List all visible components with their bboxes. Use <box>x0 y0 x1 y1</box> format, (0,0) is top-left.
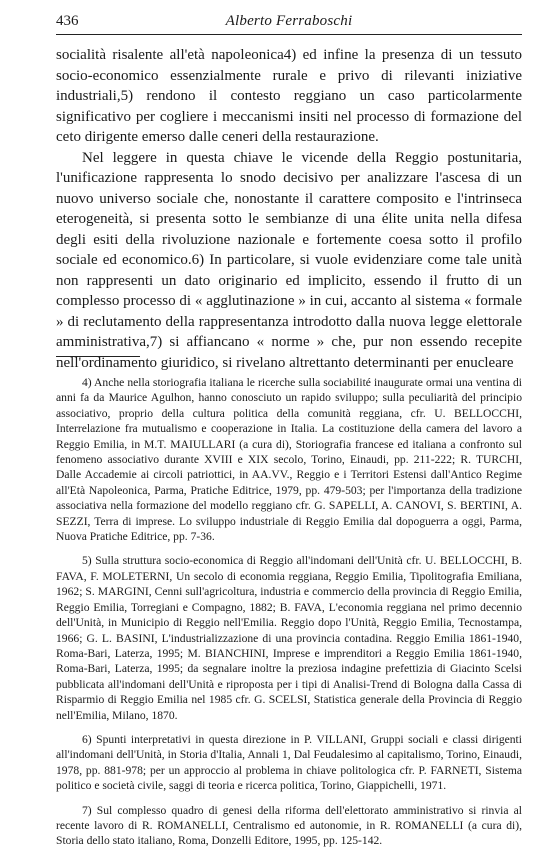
footnote <box>56 803 522 849</box>
paragraph: Nel leggere in questa chiave le vicende della Reggio postunitaria, l'unificazione rappresenta lo snodo decisivo per analizzare l'ascesa di un nuovo universo sociale che, nonostante il carattere composito e l'intrinseca eterogeneità, si presenta sotto le sembianze di una élite unita nella difesa degli esiti della rivoluzione nazionale e fortemente coesa sotto il profilo sociale ed economico.6) In particolare, si vuole evidenziare come tale unità non rappresenti un dato originario ed implicito, essendo il frutto di un complesso processo di « agglutinazione » in cui, accanto al sistema « formale » di reclutamento della rappresentanza introdotto dalla nuova legge elettorale amministrativa,7) si affiancano « norme » che, pur non essendo recepite nell'ordinamento giuridico, si rivelano altrettanto determinanti per enucleare <box>56 149 522 371</box>
footnote-text: 6) Spunti interpretativi in questa direzione in P. VILLANI, Gruppi sociali e classi dirigenti all'indomani dell'Unità, in Storia d'Italia, Annali 1, Dal Feudalesimo al capitalismo, Torino, Einaudi, 1978, pp. 881-978; per un approccio al problema in chiave politologica cfr. P. FARNETI, Sistema politico e società civile, saggi di teoria e ricerca politica, Torino, Giappichelli, 1971. <box>56 732 522 793</box>
page-number: 436 <box>56 13 79 29</box>
footnote <box>56 375 522 544</box>
footnote-text: 5) Sulla struttura socio-economica di Reggio all'indomani dell'Unità cfr. U. BELLOCCHI, B. FAVA, F. MOLETERNI, Un secolo di economia reggiana, Reggio Emilia, Tipolitografia Emiliana, 1962; S. MARGINI, Cenni sull'agricoltura, industria e commercio della provincia di Reggio Emilia, Reggio Emilia, Torregiani e Compagno, 1882; B. FAVA, L'economia reggiana nel primo decennio dell'Unità, in Municipio di Reggio nell'Emilia. Reggio dopo l'Unità, Reggio Emilia, Tecnostampa, 1966; G. L. BASINI, L'industrializzazione di una provincia contadina. Reggio Emilia 1861-1940, Roma-Bari, Laterza, 1995; M. BIANCHINI, Imprese e imprenditori a Reggio Emilia 1861-1940, Roma-Bari, Laterza, 1995; da segnalare inoltre la preziosa indagine prefettizia di Giacinto Scelsi pubblicata all'indomani dell'Unità e riproposta per i tipi di Analisi-Trend di Bologna dalla Cassa di Risparmio di Reggio Emilia nel 1985 cfr. G. SCELSI, Statistica generale della Provincia di Reggio nell'Emilia, Milano, 1870. <box>56 554 522 722</box>
main-text <box>56 45 522 373</box>
footnote <box>56 553 522 722</box>
page-header <box>56 12 522 35</box>
footnote-text: 4) Anche nella storiografia italiana le ricerche sulla sociabilité inaugurate ormai una ventina di anni fa da Maurice Agulhon, hanno conosciuto un rapido sviluppo; sulla peculiarità del principio associativo, proprio della cultura politica della comunità reggiana, cfr. U. BELLOCCHI, Interrelazione fra mutualismo e cooperazione in Italia. La costituzione della camera del lavoro a Reggio Emilia, in M.T. MAIULLARI (a cura di), Storiografia francese ed italiana a confronto sul fenomeno associativo durante XVIII e XIX secolo, Torino, Einaudi, pp. 211-222; R. TURCHI, Dalle Accademie ai circoli patriottici, in AA.VV., Reggio e i Territori Estensi dall'Antico Regime all'Età Napoleonica, Parma, Pratiche Editrice, 1979, pp. 479-503; per l'importanza della tradizione associativa nella formazione del modello reggiano cfr. G. SAPELLI, A. CANOVI, S. BERTINI, A. SEZZI, Terra di imprese. Lo sviluppo industriale di Reggio Emilia dal dopoguerra a oggi, Parma, Nuova Pratiche Editrice, pp. 7-36. <box>56 376 522 544</box>
footnote-text: 7) Sul complesso quadro di genesi della riforma dell'elettorato amministrativo si rinvia al recente lavoro di R. ROMANELLI, Centralismo ed autonomie, in R. ROMANELLI (a cura di), Storia dello stato italiano, Roma, Donzelli Editore, 1995, pp. 125-142. <box>56 803 522 848</box>
paragraph-continued: socialità risalente all'età napoleonica4) ed infine la presenza di un tessuto socio-economico essenzialmente rurale e privo di rilevanti iniziative industriali,5) rendono il contesto reggiano un caso particolarmente significativo per cogliere i meccanismi insiti nel processo di formazione del ceto dirigente emerso dalle ceneri della restaurazione. <box>56 47 522 145</box>
footnote-separator <box>56 356 140 357</box>
footnote <box>56 732 522 794</box>
footnotes <box>56 375 522 858</box>
running-head: Alberto Ferraboschi <box>225 13 353 29</box>
